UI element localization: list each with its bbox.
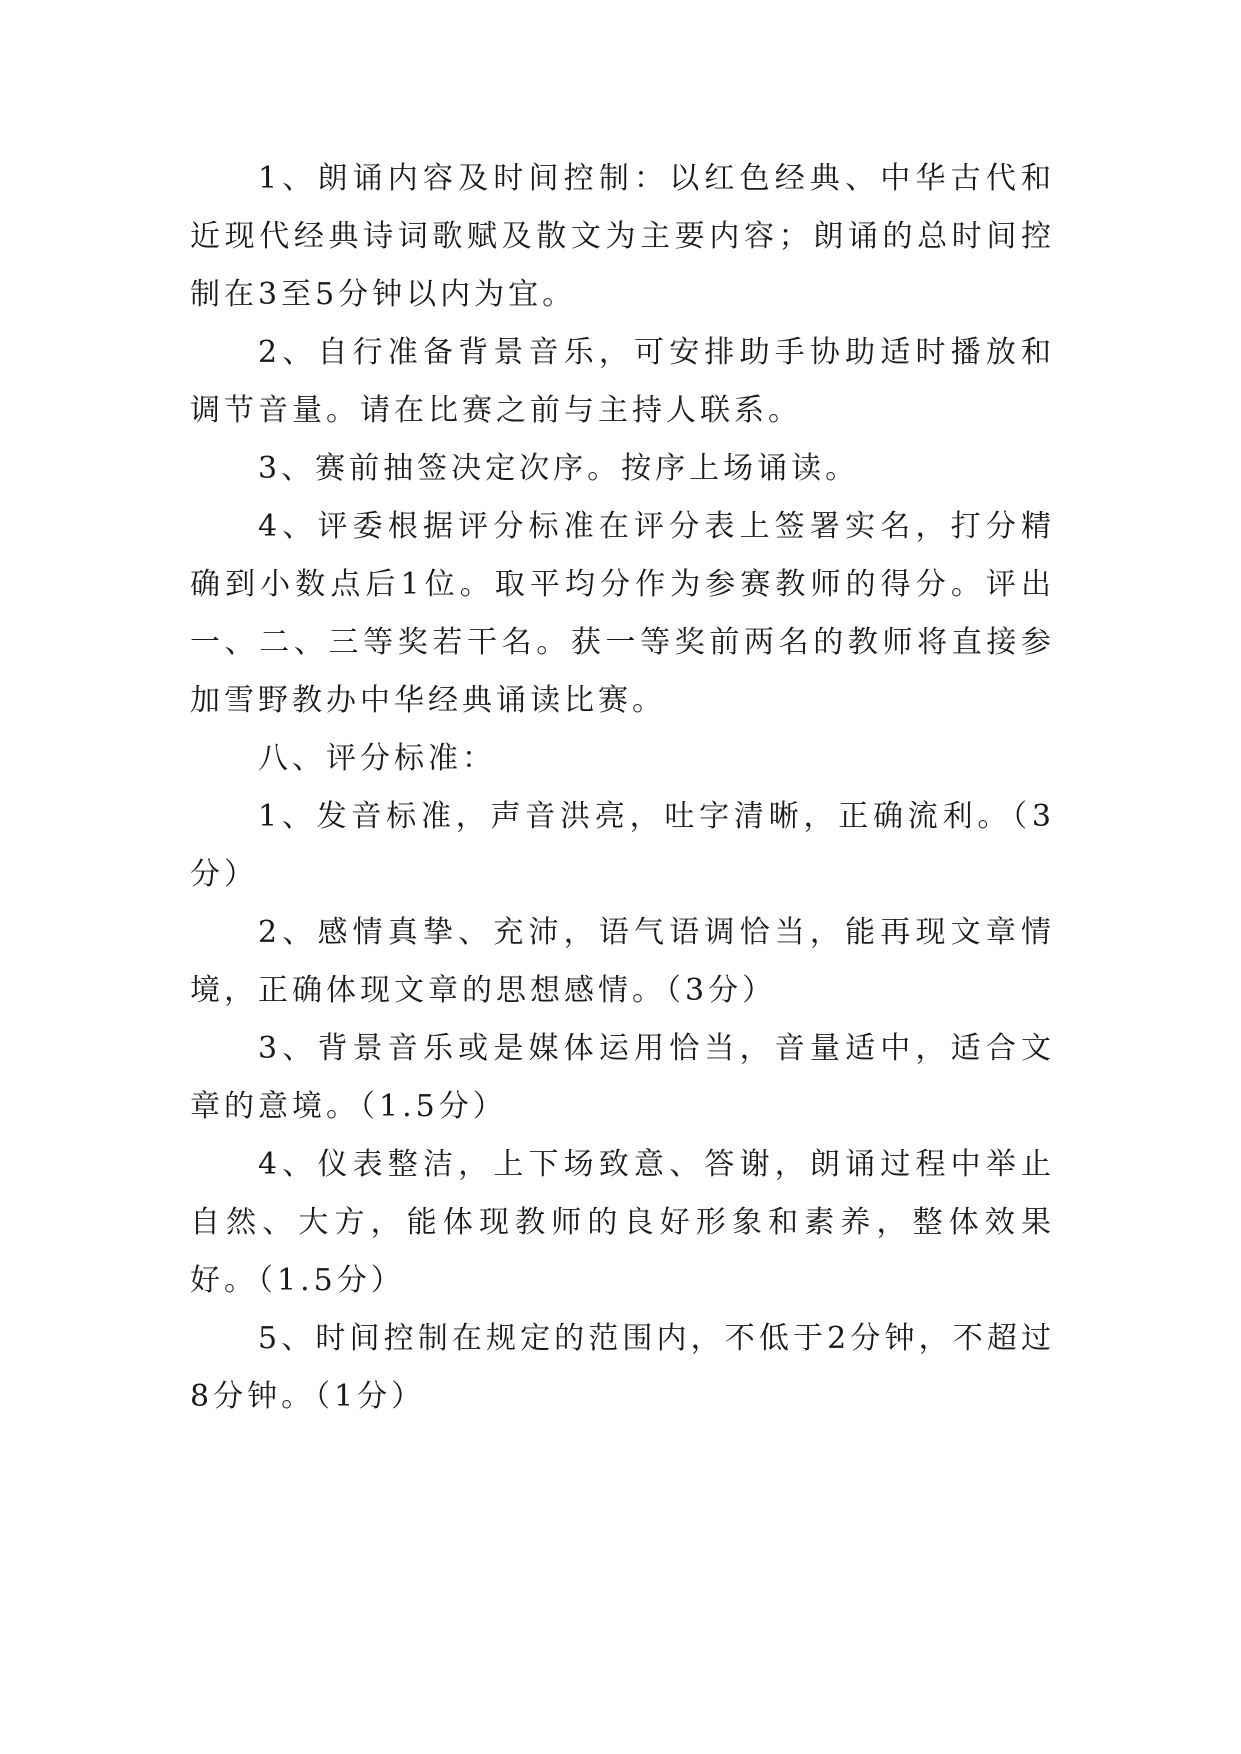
criterion-time-control: 5、时间控制在规定的范围内，不低于2分钟，不超过8分钟。（1分） [190, 1321, 1055, 1414]
paragraph-background-music: 2、自行准备背景音乐，可安排助手协助适时播放和调节音量。请在比赛之前与主持人联系。 [190, 335, 1055, 428]
criterion-emotion: 2、感情真挚、充沛，语气语调恰当，能再现文章情境，正确体现文章的思想感情。（3分） [190, 915, 1055, 1008]
paragraph-draw-order: 3、赛前抽签决定次序。按序上场诵读。 [258, 451, 860, 486]
paragraph-recitation-content: 1、朗诵内容及时间控制：以红色经典、中华古代和近现代经典诗词歌赋及散文为主要内容；朗诵的总时间控制在3至5分钟以内为宜。 [190, 161, 1055, 312]
criterion-pronunciation: 1、发音标准，声音洪亮，吐字清晰，正确流利。（3分） [190, 799, 1055, 892]
criterion-music-media: 3、背景音乐或是媒体运用恰当，音量适中，适合文章的意境。（1.5分） [190, 1031, 1055, 1124]
section-heading-scoring-criteria: 八、评分标准： [258, 741, 496, 776]
document-page [190, 150, 1055, 1426]
paragraph-judging: 4、评委根据评分标准在评分表上签署实名，打分精确到小数点后1位。取平均分作为参赛教师的得分。评出一、二、三等奖若干名。获一等奖前两名的教师将直接参加雪野教办中华经典诵读比赛。 [190, 509, 1055, 718]
criterion-appearance: 4、仪表整洁，上下场致意、答谢，朗诵过程中举止自然、大方，能体现教师的良好形象和素养，整体效果好。（1.5分） [190, 1147, 1055, 1298]
